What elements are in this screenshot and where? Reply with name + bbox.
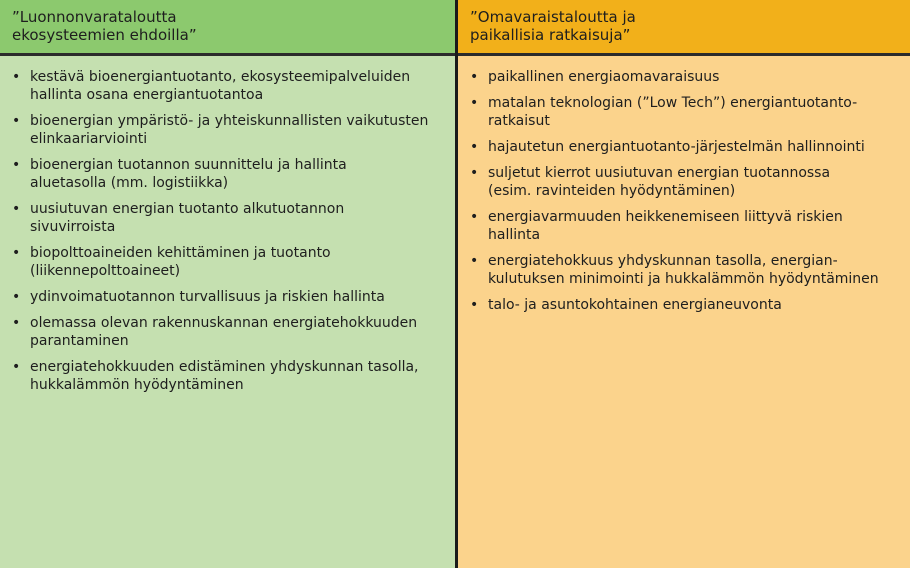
bullet-icon: • — [12, 113, 21, 129]
left-item-list — [0, 56, 455, 402]
bullet-icon: • — [12, 157, 21, 173]
list-item — [12, 68, 445, 104]
right-column — [455, 0, 910, 568]
list-item — [470, 208, 900, 244]
bullet-icon: • — [12, 69, 21, 85]
list-item — [470, 68, 900, 86]
list-item-text: paikallinen energiaomavaraisuus — [488, 69, 720, 85]
list-item-text: energiatehokkuus yhdyskunnan tasolla, energian- kulutuksen minimointi ja hukkalämmön hyödyntäminen — [488, 253, 879, 287]
list-item-text: suljetut kierrot uusiutuvan energian tuotannossa (esim. ravinteiden hyödyntäminen) — [488, 165, 831, 199]
list-item — [470, 164, 900, 200]
bullet-icon: • — [12, 315, 21, 331]
bullet-icon: • — [470, 95, 479, 111]
list-item-text: energiavarmuuden heikkenemiseen liittyvä riskien hallinta — [488, 209, 843, 243]
list-item-text: olemassa olevan rakennuskannan energiatehokkuuden parantaminen — [30, 315, 418, 349]
right-item-list — [458, 56, 910, 322]
list-item-text: ydinvoimatuotannon turvallisuus ja riskien hallinta — [30, 289, 385, 305]
bullet-icon: • — [12, 201, 21, 217]
list-item — [470, 94, 900, 130]
bullet-icon: • — [470, 297, 479, 313]
list-item — [12, 200, 445, 236]
list-item — [12, 358, 445, 394]
list-item — [470, 296, 900, 314]
list-item-text: bioenergian ympäristö- ja yhteiskunnallisten vaikutusten elinkaariarviointi — [30, 113, 429, 147]
bullet-icon: • — [12, 359, 21, 375]
list-item-text: uusiutuvan energian tuotanto alkutuotannon sivuvirroista — [30, 201, 345, 235]
bullet-icon: • — [12, 289, 21, 305]
list-item — [12, 288, 445, 306]
list-item-text: matalan teknologian (”Low Tech”) energiantuotanto- ratkaisut — [488, 95, 858, 129]
list-item-text: kestävä bioenergiantuotanto, ekosysteemipalveluiden hallinta osana energiantuotantoa — [30, 69, 411, 103]
list-item — [12, 314, 445, 350]
list-item — [470, 252, 900, 288]
list-item — [12, 244, 445, 280]
list-item-text: hajautetun energiantuotanto-järjestelmän hallinnointi — [488, 139, 865, 155]
bullet-icon: • — [470, 209, 479, 225]
list-item — [12, 112, 445, 148]
list-item-text: energiatehokkuuden edistäminen yhdyskunnan tasolla, hukkalämmön hyödyntäminen — [30, 359, 419, 393]
bullet-icon: • — [470, 139, 479, 155]
bullet-icon: • — [470, 69, 479, 85]
list-item-text: bioenergian tuotannon suunnittelu ja hallinta aluetasolla (mm. logistiikka) — [30, 157, 347, 191]
bullet-icon: • — [12, 245, 21, 261]
bullet-icon: • — [470, 165, 479, 181]
list-item — [470, 138, 900, 156]
list-item-text: biopolttoaineiden kehittäminen ja tuotanto (liikennepolttoaineet) — [30, 245, 331, 279]
right-column-header: ”Omavaraistaloutta ja paikallisia ratkaisuja” — [458, 0, 910, 56]
list-item — [12, 156, 445, 192]
left-column-header: ”Luonnonvarataloutta ekosysteemien ehdoilla” — [0, 0, 455, 56]
list-item-text: talo- ja asuntokohtainen energianeuvonta — [488, 297, 782, 313]
bullet-icon: • — [470, 253, 479, 269]
